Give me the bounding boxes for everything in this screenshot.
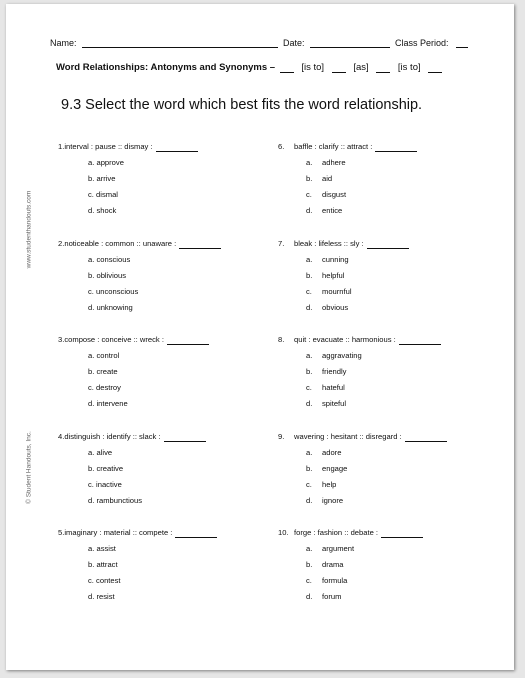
option-letter: c. bbox=[306, 480, 312, 489]
side-copyright: © Student Handouts, Inc. bbox=[25, 431, 33, 504]
answer-blank[interactable] bbox=[179, 240, 221, 249]
question-text: distinguish : identify :: slack : bbox=[64, 432, 161, 441]
question-7 bbox=[278, 239, 409, 319]
is-to-1: [is to] bbox=[301, 62, 325, 73]
option-text: disgust bbox=[322, 190, 347, 199]
option-text: attract bbox=[96, 560, 118, 569]
option-letter: d. bbox=[306, 206, 313, 215]
question-number: 9. bbox=[278, 432, 285, 441]
question-text: noticeable : common :: unaware : bbox=[64, 239, 177, 248]
option-text: contest bbox=[96, 576, 121, 585]
option-letter: c. bbox=[306, 287, 312, 296]
question-number: 2. bbox=[58, 239, 65, 248]
question-2 bbox=[58, 239, 221, 319]
option-letter: d. bbox=[306, 592, 313, 601]
instruction: 9.3 Select the word which best fits the word relationship. bbox=[61, 97, 423, 113]
option-text: unconscious bbox=[96, 287, 139, 296]
side-url: www.studenthandouts.com bbox=[25, 190, 33, 269]
question-text: wavering : hesitant :: disregard : bbox=[294, 432, 402, 441]
question-stem bbox=[278, 528, 423, 538]
is-to-2: [is to] bbox=[397, 62, 421, 73]
option-letter: c. bbox=[88, 480, 94, 489]
answer-blank[interactable] bbox=[399, 336, 441, 345]
question-text: forge : fashion :: debate : bbox=[294, 528, 379, 537]
question-number: 10. bbox=[278, 528, 289, 537]
question-number: 3. bbox=[58, 335, 65, 344]
question-9 bbox=[278, 432, 447, 512]
option-letter: a. bbox=[306, 158, 313, 167]
option-letter: a. bbox=[88, 544, 95, 553]
answer-option[interactable] bbox=[278, 560, 423, 576]
option-text: cunning bbox=[322, 255, 349, 264]
option-text: arrive bbox=[96, 174, 116, 183]
answer-option[interactable] bbox=[278, 367, 441, 383]
option-letter: c. bbox=[88, 190, 94, 199]
option-letter: d. bbox=[88, 303, 95, 312]
answer-option[interactable] bbox=[278, 464, 447, 480]
answer-option[interactable] bbox=[58, 190, 198, 206]
answer-blank[interactable] bbox=[381, 529, 423, 538]
answer-blank[interactable] bbox=[175, 529, 217, 538]
option-text: helpful bbox=[322, 271, 345, 280]
option-text: engage bbox=[322, 464, 348, 473]
option-letter: d. bbox=[88, 399, 95, 408]
option-letter: b. bbox=[88, 367, 95, 376]
question-number: 6. bbox=[278, 142, 285, 151]
option-letter: c. bbox=[306, 383, 312, 392]
option-letter: b. bbox=[306, 174, 313, 183]
option-text: dismal bbox=[96, 190, 118, 199]
question-text: compose : conceive :: wreck : bbox=[64, 335, 164, 344]
worksheet-page bbox=[6, 4, 514, 670]
answer-option[interactable] bbox=[278, 592, 423, 608]
question-text: quit : evacuate :: harmonious : bbox=[294, 335, 396, 344]
question-6 bbox=[278, 142, 417, 222]
answer-option[interactable] bbox=[58, 560, 217, 576]
option-text: forum bbox=[322, 592, 342, 601]
option-text: spiteful bbox=[322, 399, 347, 408]
option-letter: b. bbox=[306, 464, 313, 473]
question-stem bbox=[278, 239, 409, 249]
question-number: 8. bbox=[278, 335, 285, 344]
answer-option[interactable] bbox=[278, 206, 417, 222]
answer-blank[interactable] bbox=[164, 433, 206, 442]
option-text: alive bbox=[96, 448, 113, 457]
question-10 bbox=[278, 528, 423, 608]
option-letter: d. bbox=[88, 592, 95, 601]
option-text: create bbox=[96, 367, 118, 376]
option-text: drama bbox=[322, 560, 344, 569]
option-text: obvious bbox=[322, 303, 349, 312]
option-text: conscious bbox=[96, 255, 131, 264]
answer-option[interactable] bbox=[278, 190, 417, 206]
option-letter: a. bbox=[306, 351, 313, 360]
answer-option[interactable] bbox=[278, 174, 417, 190]
answer-option[interactable] bbox=[278, 255, 409, 271]
period-blank bbox=[456, 38, 468, 48]
blank-2 bbox=[332, 63, 346, 73]
option-letter: a. bbox=[306, 255, 313, 264]
option-letter: a. bbox=[306, 448, 313, 457]
question-text: baffle : clarify :: attract : bbox=[294, 142, 373, 151]
option-letter: b. bbox=[306, 271, 313, 280]
option-text: approve bbox=[96, 158, 124, 167]
option-text: adhere bbox=[322, 158, 346, 167]
option-letter: d. bbox=[88, 206, 95, 215]
blank-1 bbox=[280, 63, 294, 73]
answer-option[interactable] bbox=[58, 383, 209, 399]
option-text: intervene bbox=[96, 399, 128, 408]
answer-option[interactable] bbox=[58, 496, 206, 512]
answer-option[interactable] bbox=[58, 206, 198, 222]
blank-3 bbox=[376, 63, 390, 73]
answer-option[interactable] bbox=[278, 158, 417, 174]
option-text: argument bbox=[322, 544, 355, 553]
option-text: resist bbox=[96, 592, 115, 601]
answer-option[interactable] bbox=[278, 496, 447, 512]
answer-option[interactable] bbox=[58, 174, 198, 190]
answer-option[interactable] bbox=[278, 399, 441, 415]
answer-option[interactable] bbox=[278, 544, 423, 560]
option-letter: d. bbox=[306, 399, 313, 408]
option-letter: a. bbox=[306, 544, 313, 553]
option-letter: c. bbox=[88, 287, 94, 296]
answer-option[interactable] bbox=[58, 592, 217, 608]
answer-option[interactable] bbox=[278, 303, 409, 319]
option-letter: d. bbox=[88, 496, 95, 505]
question-5 bbox=[58, 528, 217, 608]
question-text: bleak : lifeless :: sly : bbox=[294, 239, 364, 248]
option-text: unknowing bbox=[96, 303, 133, 312]
option-text: assist bbox=[96, 544, 116, 553]
option-letter: a. bbox=[88, 158, 95, 167]
option-text: rambunctious bbox=[96, 496, 143, 505]
option-letter: a. bbox=[88, 448, 95, 457]
question-stem bbox=[278, 335, 441, 345]
subtitle bbox=[56, 62, 444, 73]
option-text: hateful bbox=[322, 383, 345, 392]
option-text: aid bbox=[322, 174, 333, 183]
question-stem bbox=[58, 528, 217, 538]
date-blank bbox=[310, 38, 390, 48]
question-4 bbox=[58, 432, 206, 512]
answer-blank[interactable] bbox=[405, 433, 447, 442]
answer-option[interactable] bbox=[58, 448, 206, 464]
answer-option[interactable] bbox=[278, 287, 409, 303]
option-text: mournful bbox=[322, 287, 352, 296]
question-1 bbox=[58, 142, 198, 222]
date-label: Date: bbox=[283, 38, 305, 48]
answer-option[interactable] bbox=[58, 303, 221, 319]
option-text: entice bbox=[322, 206, 343, 215]
answer-option[interactable] bbox=[58, 464, 206, 480]
answer-option[interactable] bbox=[58, 287, 221, 303]
name-label: Name: bbox=[50, 38, 77, 48]
question-number: 7. bbox=[278, 239, 285, 248]
answer-blank[interactable] bbox=[367, 240, 409, 249]
answer-option[interactable] bbox=[58, 576, 217, 592]
option-text: oblivious bbox=[96, 271, 127, 280]
subtitle-title: Word Relationships: Antonyms and Synonyms – bbox=[56, 62, 276, 73]
option-letter: b. bbox=[306, 367, 313, 376]
name-blank bbox=[82, 38, 278, 48]
question-number: 5. bbox=[58, 528, 65, 537]
answer-blank[interactable] bbox=[167, 336, 209, 345]
option-text: control bbox=[96, 351, 120, 360]
answer-option[interactable] bbox=[278, 576, 423, 592]
header-row bbox=[50, 38, 480, 52]
option-text: creative bbox=[96, 464, 124, 473]
option-letter: b. bbox=[88, 560, 95, 569]
answer-option[interactable] bbox=[58, 255, 221, 271]
answer-option[interactable] bbox=[58, 271, 221, 287]
answer-option[interactable] bbox=[278, 271, 409, 287]
question-stem bbox=[278, 432, 447, 442]
question-number: 1. bbox=[58, 142, 65, 151]
answer-blank[interactable] bbox=[375, 143, 417, 152]
option-letter: c. bbox=[306, 190, 312, 199]
question-stem bbox=[58, 239, 221, 249]
blank-4 bbox=[428, 63, 442, 73]
option-text: aggravating bbox=[322, 351, 362, 360]
answer-option[interactable] bbox=[58, 351, 209, 367]
option-letter: a. bbox=[88, 351, 95, 360]
answer-option[interactable] bbox=[58, 480, 206, 496]
question-stem bbox=[58, 335, 209, 345]
option-letter: a. bbox=[88, 255, 95, 264]
option-letter: c. bbox=[88, 383, 94, 392]
question-text: interval : pause :: dismay : bbox=[64, 142, 153, 151]
option-letter: d. bbox=[306, 303, 313, 312]
period-label: Class Period: bbox=[395, 38, 449, 48]
answer-option[interactable] bbox=[58, 544, 217, 560]
question-stem bbox=[58, 432, 206, 442]
answer-blank[interactable] bbox=[156, 143, 198, 152]
option-text: formula bbox=[322, 576, 348, 585]
question-stem bbox=[58, 142, 198, 152]
option-letter: b. bbox=[88, 464, 95, 473]
option-letter: c. bbox=[88, 576, 94, 585]
as-label: [as] bbox=[353, 62, 369, 73]
answer-option[interactable] bbox=[58, 367, 209, 383]
answer-option[interactable] bbox=[58, 158, 198, 174]
answer-option[interactable] bbox=[278, 448, 447, 464]
option-letter: d. bbox=[306, 496, 313, 505]
option-text: friendly bbox=[322, 367, 347, 376]
option-text: adore bbox=[322, 448, 342, 457]
question-number: 4. bbox=[58, 432, 65, 441]
option-letter: b. bbox=[88, 271, 95, 280]
option-letter: c. bbox=[306, 576, 312, 585]
question-3 bbox=[58, 335, 209, 415]
option-text: ignore bbox=[322, 496, 344, 505]
option-letter: b. bbox=[88, 174, 95, 183]
question-text: imaginary : material :: compete : bbox=[64, 528, 173, 537]
option-text: help bbox=[322, 480, 337, 489]
question-8 bbox=[278, 335, 441, 415]
answer-option[interactable] bbox=[58, 399, 209, 415]
answer-option[interactable] bbox=[278, 480, 447, 496]
question-stem bbox=[278, 142, 417, 152]
answer-option[interactable] bbox=[278, 351, 441, 367]
option-text: inactive bbox=[96, 480, 122, 489]
option-text: destroy bbox=[96, 383, 121, 392]
answer-option[interactable] bbox=[278, 383, 441, 399]
option-letter: b. bbox=[306, 560, 313, 569]
option-text: shock bbox=[96, 206, 117, 215]
